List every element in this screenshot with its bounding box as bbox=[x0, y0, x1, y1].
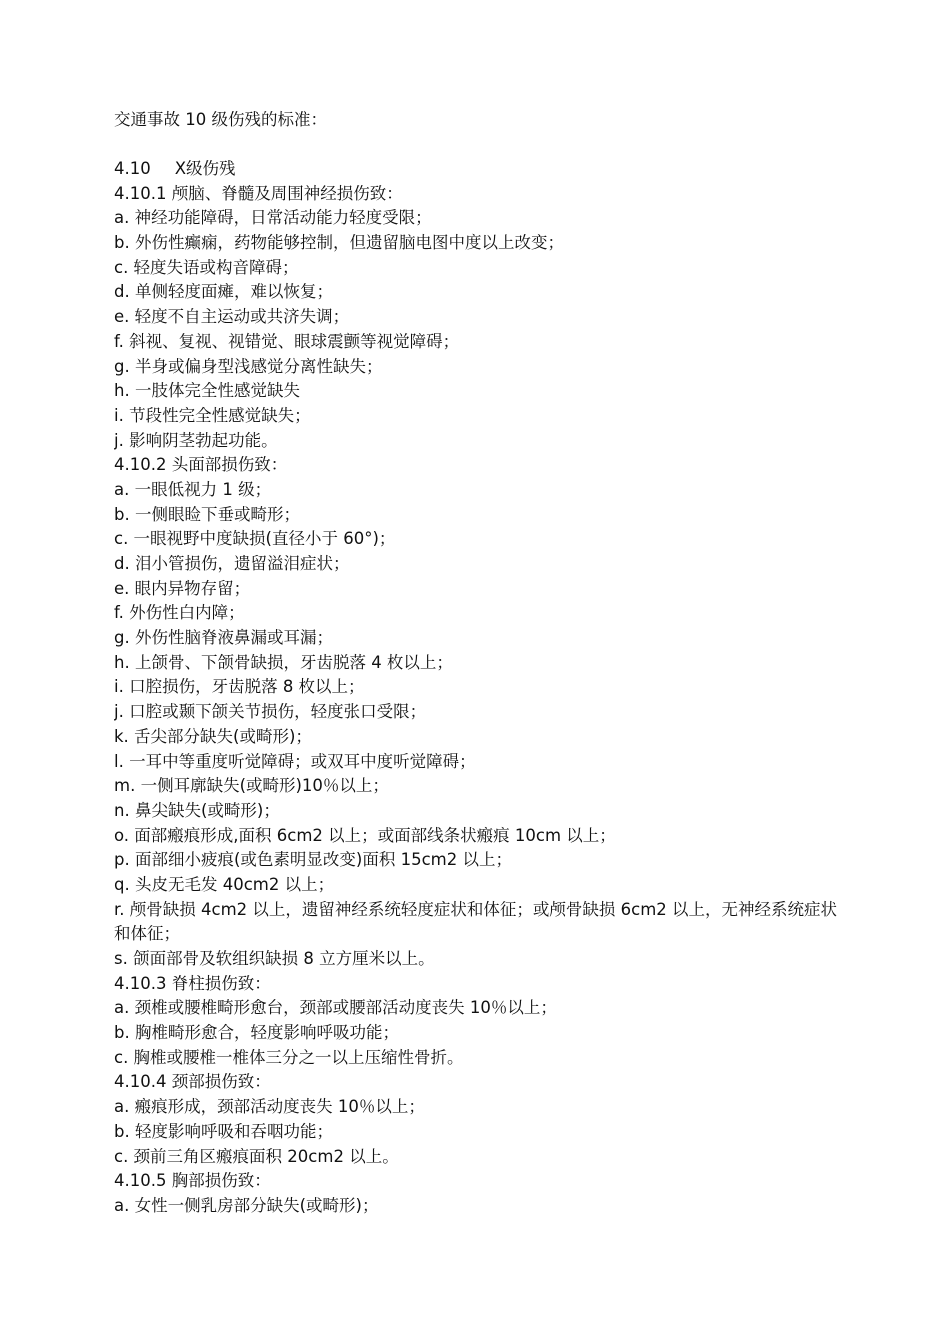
list-item: i. 节段性完全性感觉缺失； bbox=[114, 405, 311, 425]
list-item: q. 头皮无毛发 40cm2 以上； bbox=[114, 874, 335, 894]
list-item: r. 颅骨缺损 4cm2 以上，遗留神经系统轻度症状和体征；或颅骨缺损 6cm2 以上，无神经系统症状和体征； bbox=[114, 899, 838, 944]
document-title: 交通事故 10 级伤残的标准： bbox=[114, 110, 327, 129]
list-item: l. 一耳中等重度听觉障碍；或双耳中度听觉障碍； bbox=[114, 751, 476, 771]
list-item: h. 一肢体完全性感觉缺失 bbox=[114, 381, 300, 401]
section-title: X级伤残 bbox=[174, 159, 236, 178]
list-item: a. 瘢痕形成，颈部活动度丧失 10％以上； bbox=[114, 1097, 425, 1117]
list-item: a. 女性一侧乳房部分缺失(或畸形)； bbox=[114, 1195, 379, 1215]
list-item: f. 斜视、复视、视错觉、眼球震颤等视觉障碍； bbox=[114, 331, 460, 351]
list-item: k. 舌尖部分缺失(或畸形)； bbox=[114, 726, 312, 746]
list-item: j. 影响阴茎勃起功能。 bbox=[114, 430, 278, 450]
subsection-heading: 4.10.4 颈部损伤致： bbox=[114, 1072, 271, 1092]
list-item: i. 口腔损伤，牙齿脱落 8 枚以上； bbox=[114, 677, 365, 697]
subsection-heading: 4.10.2 头面部损伤致： bbox=[114, 455, 288, 475]
subsection-heading: 4.10.3 脊柱损伤致： bbox=[114, 973, 271, 993]
list-item: a. 颈椎或腰椎畸形愈台，颈部或腰部活动度丧失 10％以上； bbox=[114, 998, 557, 1018]
list-item: b. 外伤性癫痫，药物能够控制，但遗留脑电图中度以上改变； bbox=[114, 233, 564, 253]
list-item: a. 一眼低视力 1 级； bbox=[114, 479, 272, 499]
list-item: j. 口腔或颞下颌关节损伤，轻度张口受限； bbox=[114, 702, 427, 722]
list-item: a. 神经功能障碍，日常活动能力轻度受限； bbox=[114, 208, 432, 228]
list-item: d. 泪小管损伤，遗留溢泪症状； bbox=[114, 554, 350, 573]
list-item: c. 一眼视野中度缺损(直径小于 60°)； bbox=[114, 529, 396, 549]
list-item: n. 鼻尖缺失(或畸形)； bbox=[114, 800, 280, 820]
list-item: c. 轻度失语或构音障碍； bbox=[114, 257, 299, 277]
section-number: 4.10 bbox=[114, 159, 151, 178]
list-item: d. 单侧轻度面瘫，难以恢复； bbox=[114, 282, 333, 302]
subsection-heading: 4.10.1 颅脑、脊髓及周围神经损伤致： bbox=[114, 183, 403, 203]
section-heading bbox=[114, 157, 844, 182]
list-item: g. 外伤性脑脊液鼻漏或耳漏； bbox=[114, 628, 333, 648]
list-item: h. 上颌骨、下颌骨缺损，牙齿脱落 4 枚以上； bbox=[114, 652, 453, 672]
list-item: e. 眼内异物存留； bbox=[114, 578, 251, 598]
list-item: s. 颌面部骨及软组织缺损 8 立方厘米以上。 bbox=[114, 949, 435, 969]
list-item: m. 一侧耳廓缺失(或畸形)10％以上； bbox=[114, 776, 389, 796]
list-item: f. 外伤性白内障； bbox=[114, 603, 245, 623]
list-item: c. 颈前三角区瘢痕面积 20cm2 以上。 bbox=[114, 1146, 399, 1166]
list-item: b. 一侧眼睑下垂或畸形； bbox=[114, 504, 300, 524]
subsection-heading: 4.10.5 胸部损伤致： bbox=[114, 1171, 271, 1191]
list-item: p. 面部细小疲痕(或色素明显改变)面积 15cm2 以上； bbox=[114, 850, 512, 870]
document-body bbox=[114, 157, 844, 1219]
list-item: o. 面部瘢痕形成,面积 6cm2 以上；或面部线条状瘢痕 10cm 以上； bbox=[114, 825, 616, 845]
list-item: e. 轻度不自主运动或共济失调； bbox=[114, 307, 350, 327]
list-item: b. 轻度影响呼吸和吞咽功能； bbox=[114, 1121, 333, 1141]
list-item: c. 胸椎或腰椎一椎体三分之一以上压缩性骨折。 bbox=[114, 1047, 464, 1067]
list-item: b. 胸椎畸形愈合，轻度影响呼吸功能； bbox=[114, 1023, 399, 1043]
list-item: g. 半身或偏身型浅感觉分离性缺失； bbox=[114, 356, 383, 376]
